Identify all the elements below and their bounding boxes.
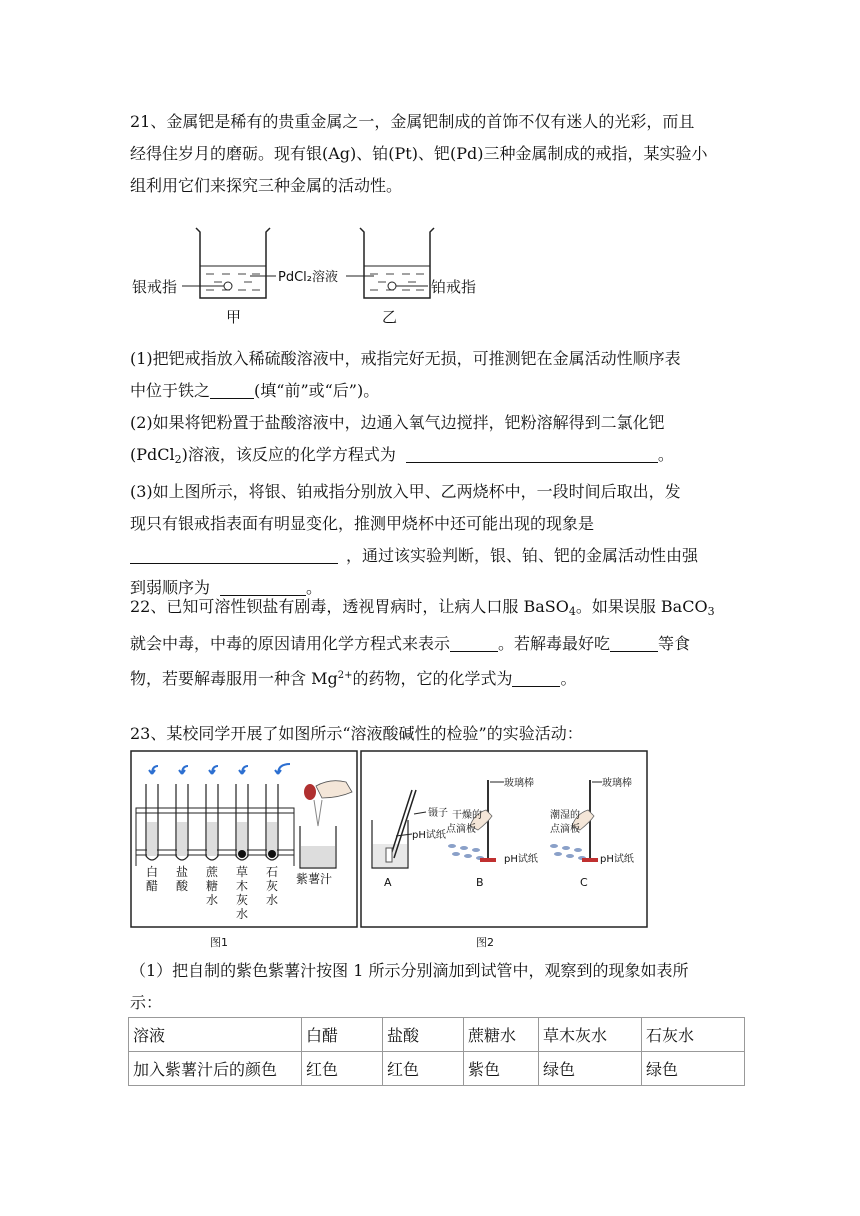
table-cell: 绿色	[642, 1052, 745, 1086]
tube-label: 白醋	[146, 865, 159, 893]
table-cell: 草木灰水	[539, 1018, 642, 1052]
answer-blank[interactable]	[210, 378, 254, 399]
q21-p2-line-2: (PdCl$_2$)溶液，该反应的化学方程式为 。	[130, 439, 730, 476]
platinum-ring-label: 铂戒指	[431, 278, 477, 296]
juice-label: 紫薯汁	[296, 872, 333, 886]
platinum-ring	[388, 282, 396, 290]
q22-line-2: 就会中毒，中毒的原因请用化学方程式来表示 。若解毒最好吃 等食	[130, 628, 730, 660]
q22-line-3: 物，若要解毒服用一种含 $Mg^{2+}$的药物，它的化学式为 。	[130, 660, 730, 695]
glass-rod-label-c: 玻璃棒	[602, 778, 632, 789]
q23-stem: 23、某校同学开展了如图所示“溶液酸碱性的检验”的实验活动：	[130, 724, 583, 743]
table-cell: 溶液	[129, 1018, 302, 1052]
q21-stem	[130, 106, 730, 202]
table-cell: 红色	[383, 1052, 464, 1086]
q22	[130, 591, 730, 695]
beaker-yi-label: 乙	[382, 308, 398, 326]
figure-2	[360, 750, 650, 952]
table-cell: 蔗糖水	[464, 1018, 539, 1052]
pdcl2-label: PdCl₂溶液	[278, 270, 338, 285]
label-c: C	[580, 876, 588, 889]
table-row	[129, 1018, 745, 1052]
q21-stem-line-1: 21、金属钯是稀有的贵重金属之一，金属钯制成的首饰不仅有迷人的光彩，而且	[130, 112, 695, 131]
q21-parts	[130, 343, 730, 604]
tweezers-label: 镊子	[428, 808, 448, 819]
ph-paper-label-b: pH试纸	[504, 854, 538, 865]
label-a: A	[384, 876, 392, 889]
tube-label: 蔗糖水	[206, 865, 219, 907]
q23-p1-line-2: 示：	[130, 993, 163, 1012]
answer-blank[interactable]	[450, 631, 498, 652]
answer-blank[interactable]	[610, 631, 658, 652]
beaker-jia-label: 甲	[226, 308, 242, 326]
figure-2-caption: 图2	[476, 936, 494, 949]
q23-p1	[130, 955, 730, 1019]
table-cell: 绿色	[539, 1052, 642, 1086]
table-cell: 加入紫薯汁后的颜色	[129, 1052, 302, 1086]
beaker-jia	[196, 228, 270, 298]
tube-label: 盐酸	[176, 865, 189, 893]
q21-p3-line-4: 到弱顺序为 。	[130, 572, 730, 604]
q21-p2-line-1: (2)如果将钯粉置于盐酸溶液中，边通入氧气边搅拌，钯粉溶解得到二氯化钯	[130, 413, 665, 432]
glass-rod-label-b: 玻璃棒	[504, 778, 534, 789]
table-cell: 红色	[302, 1052, 383, 1086]
answer-blank[interactable]	[512, 666, 560, 687]
table-cell: 石灰水	[642, 1018, 745, 1052]
table-row	[129, 1052, 745, 1086]
ph-paper-label-c: pH试纸	[600, 854, 634, 865]
q21-p1-line-1: (1)把钯戒指放入稀硫酸溶液中，戒指完好无损，可推测钯在金属活动性顺序表	[130, 349, 681, 368]
color-result-table	[128, 1017, 745, 1086]
ph-paper-label-a: pH试纸	[412, 830, 446, 841]
q21-stem-line-2: 经得住岁月的磨砺。现有银(Ag)、铂(Pt)、钯(Pd)三种金属制成的戒指，某实验小	[130, 144, 708, 163]
wet-plate-label-2: 点滴板	[550, 824, 580, 835]
beaker-yi	[360, 228, 434, 298]
tube-label: 石灰水	[266, 865, 279, 907]
q21-stem-line-3: 组利用它们来探究三种金属的活动性。	[130, 176, 403, 195]
table-cell: 盐酸	[383, 1018, 464, 1052]
dry-plate-label-2: 点滴板	[446, 824, 476, 835]
beaker-figure	[128, 222, 498, 332]
tube-label: 草木灰水	[236, 865, 249, 921]
q23-p1-line-1: （1）把自制的紫色紫薯汁按图 1 所示分别滴加到试管中，观察到的现象如表所	[130, 961, 689, 980]
q21-p3-line-3: ，通过该实验判断，银、铂、钯的金属活动性由强	[130, 540, 730, 572]
answer-blank[interactable]	[130, 543, 338, 564]
table-cell: 紫色	[464, 1052, 539, 1086]
silver-ring	[224, 282, 232, 290]
table-cell: 白醋	[302, 1018, 383, 1052]
silver-ring-label: 银戒指	[132, 278, 178, 296]
wet-plate-label-1: 潮湿的	[550, 810, 580, 821]
answer-blank[interactable]	[406, 442, 658, 463]
label-b: B	[476, 876, 484, 889]
figure-1	[130, 750, 358, 952]
figure-1-caption: 图1	[210, 936, 228, 949]
q22-line-1: 22、已知可溶性钡盐有剧毒，透视胃病时，让病人口服 BaSO$_4$。如果误服 BaCO$_3$	[130, 597, 715, 618]
q21-p1-line-2: 中位于铁之 (填“前”或“后”)。	[130, 375, 730, 407]
q21-p3-line-2: 现只有银戒指表面有明显变化，推测甲烧杯中还可能出现的现象是	[130, 514, 595, 533]
q21-p3-line-1: (3)如上图所示，将银、铂戒指分别放入甲、乙两烧杯中，一段时间后取出，发	[130, 482, 681, 501]
dry-plate-label-1: 干燥的	[452, 810, 482, 821]
